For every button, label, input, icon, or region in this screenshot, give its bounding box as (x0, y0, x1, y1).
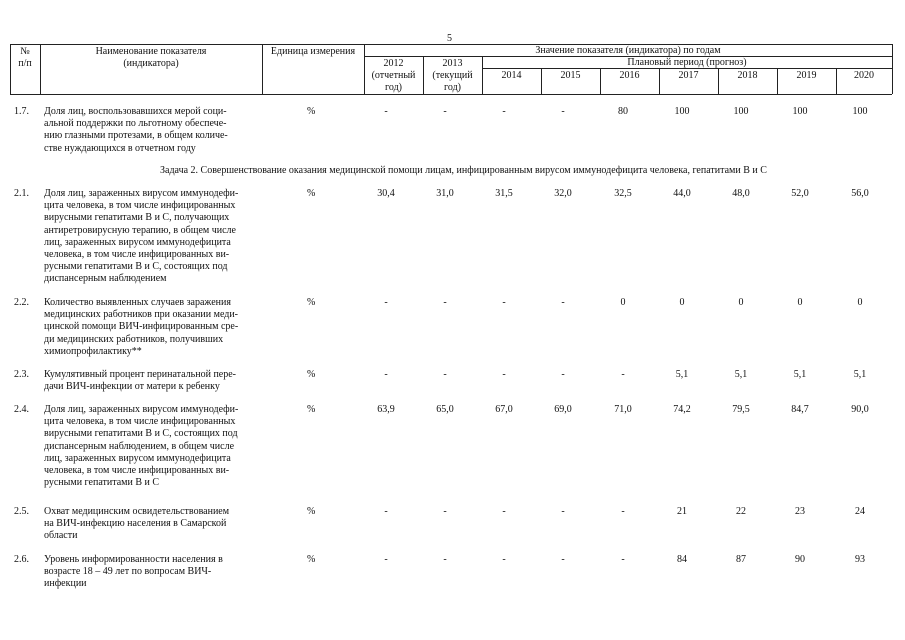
header-col-name: Наименование показателя (индикатора) (95, 46, 207, 69)
row-value-2015: 32,0 (554, 188, 572, 199)
row-value-2017: 84 (677, 554, 687, 565)
row-indicator-name: Кумулятивный процент перинатальной пере- дачи ВИЧ-инфекции от матери к ребенку (44, 369, 236, 393)
row-value-2018: 100 (733, 106, 749, 117)
row-indicator-name: Уровень информированности населения в возрасте 18 – 49 лет по вопросам ВИЧ- инфекции (44, 554, 223, 590)
row-value-2016: - (621, 369, 625, 380)
row-value-2020: 93 (855, 554, 865, 565)
header-year-2013: 2013 (442, 58, 463, 69)
row-value-2012: - (384, 297, 388, 308)
row-value-2016: - (621, 506, 625, 517)
row-value-2017: 44,0 (673, 188, 691, 199)
header-bottom-border (10, 94, 892, 95)
header-col-no: № п/п (18, 46, 32, 69)
row-value-2018: 87 (736, 554, 746, 565)
row-value-2014: - (502, 106, 506, 117)
row-value-2012: - (384, 106, 388, 117)
row-number: 2.1. (14, 188, 29, 199)
row-unit: % (307, 369, 316, 380)
row-number: 2.2. (14, 297, 29, 308)
row-value-2019: 23 (795, 506, 805, 517)
row-indicator-name: Количество выявленных случаев заражения медицинских работников при оказании меди- цинской помощи ВИЧ-инфицированным сре- ди медицинских работников, получивших химиопрофилактику** (44, 297, 239, 357)
row-value-2020: 90,0 (851, 404, 869, 415)
row-value-2015: - (561, 297, 565, 308)
row-value-2013: 31,0 (436, 188, 454, 199)
header-col-unit: Единица измерения (270, 46, 356, 57)
row-value-2020: 56,0 (851, 188, 869, 199)
row-value-2018: 0 (738, 297, 744, 308)
row-value-2014: - (502, 554, 506, 565)
header-year-2012: 2012 (383, 58, 404, 69)
row-value-2012: - (384, 554, 388, 565)
row-value-2015: - (561, 554, 565, 565)
row-unit: % (307, 554, 316, 565)
header-year-2016: 2016 (619, 70, 640, 81)
row-value-2019: 52,0 (791, 188, 809, 199)
row-value-2015: - (561, 506, 565, 517)
header-col-values: Значение показателя (индикатора) по годам (535, 45, 721, 56)
row-unit: % (307, 106, 316, 117)
row-value-2012: 30,4 (377, 188, 395, 199)
row-value-2019: 100 (792, 106, 808, 117)
row-value-2015: - (561, 369, 565, 380)
row-value-2019: 90 (795, 554, 805, 565)
row-value-2020: 100 (852, 106, 868, 117)
header-year-2014: 2014 (501, 70, 522, 81)
row-value-2017: 5,1 (675, 369, 689, 380)
row-value-2013: - (443, 506, 447, 517)
row-value-2013: 65,0 (436, 404, 454, 415)
row-unit: % (307, 188, 316, 199)
grid-v-12 (892, 44, 893, 94)
header-year-2018: 2018 (737, 70, 758, 81)
row-value-2016: 32,5 (614, 188, 632, 199)
row-number: 2.5. (14, 506, 29, 517)
row-value-2020: 5,1 (853, 369, 867, 380)
row-indicator-name: Доля лиц, зараженных вирусом иммунодефи- цита человека, в том числе инфицированных вирусными гепатитами В и С, состоящих под диспансерным наблюдением, в общем числе лиц, зараженных вирусом иммунодефицита человека, в том числе инфицированных ви- русными гепатитами В и С (44, 404, 239, 489)
row-value-2016: 0 (620, 297, 626, 308)
row-value-2019: 5,1 (793, 369, 807, 380)
row-value-2012: - (384, 369, 388, 380)
row-value-2014: 31,5 (495, 188, 513, 199)
row-value-2013: - (443, 106, 447, 117)
row-value-2016: 71,0 (614, 404, 632, 415)
header-year-note: (отчетный год) (371, 70, 416, 93)
header-year-2015: 2015 (560, 70, 581, 81)
row-value-2015: 69,0 (554, 404, 572, 415)
row-number: 2.4. (14, 404, 29, 415)
row-value-2019: 0 (797, 297, 803, 308)
row-value-2017: 0 (679, 297, 685, 308)
row-value-2018: 22 (736, 506, 746, 517)
row-value-2013: - (443, 297, 447, 308)
row-value-2016: 80 (618, 106, 628, 117)
row-value-2017: 100 (674, 106, 690, 117)
row-value-2018: 79,5 (732, 404, 750, 415)
row-number: 2.6. (14, 554, 29, 565)
row-value-2020: 0 (857, 297, 863, 308)
task-2-heading: Задача 2. Совершенствование оказания медицинской помощи лицам, инфицированным вирусом иммунодефицита человека, гепатитами В и С (160, 165, 767, 176)
header-year-2020: 2020 (854, 70, 874, 81)
row-value-2014: - (502, 369, 506, 380)
row-unit: % (307, 506, 316, 517)
page-number: 5 (447, 33, 452, 44)
row-value-2016: - (621, 554, 625, 565)
header-year-2017: 2017 (678, 70, 699, 81)
row-value-2018: 48,0 (732, 188, 750, 199)
row-value-2012: - (384, 506, 388, 517)
row-value-2012: 63,9 (377, 404, 395, 415)
row-indicator-name: Доля лиц, воспользовавшихся мерой соци- альной поддержки по льготному обеспече- нию глазными протезами, в общем количе- стве нуждающихся в отчетном году (44, 106, 228, 154)
row-value-2014: 67,0 (495, 404, 513, 415)
row-value-2014: - (502, 506, 506, 517)
row-value-2017: 21 (677, 506, 687, 517)
row-number: 1.7. (14, 106, 29, 117)
header-col-plan: Плановый период (прогноз) (627, 57, 747, 68)
row-unit: % (307, 297, 316, 308)
row-indicator-name: Охват медицинским освидетельствованием на ВИЧ-инфекцию населения в Самарской области (44, 506, 230, 542)
row-value-2015: - (561, 106, 565, 117)
header-year-note: (текущий год) (432, 70, 473, 93)
header-year-2019: 2019 (796, 70, 817, 81)
row-unit: % (307, 404, 316, 415)
row-value-2017: 74,2 (673, 404, 691, 415)
row-indicator-name: Доля лиц, зараженных вирусом иммунодефи- цита человека, в том числе инфицированных вирусными гепатитами В и С, получающих антиретровирусную терапию, в общем числе лиц, зараженных вирусом иммунодефицита человека, в том числе инфицированных ви- русными гепатитами В и С, состоящих под диспансерным наблюдением (44, 188, 239, 285)
row-value-2018: 5,1 (734, 369, 748, 380)
row-value-2014: - (502, 297, 506, 308)
row-value-2013: - (443, 369, 447, 380)
row-value-2020: 24 (855, 506, 865, 517)
row-value-2019: 84,7 (791, 404, 809, 415)
row-number: 2.3. (14, 369, 29, 380)
row-value-2013: - (443, 554, 447, 565)
